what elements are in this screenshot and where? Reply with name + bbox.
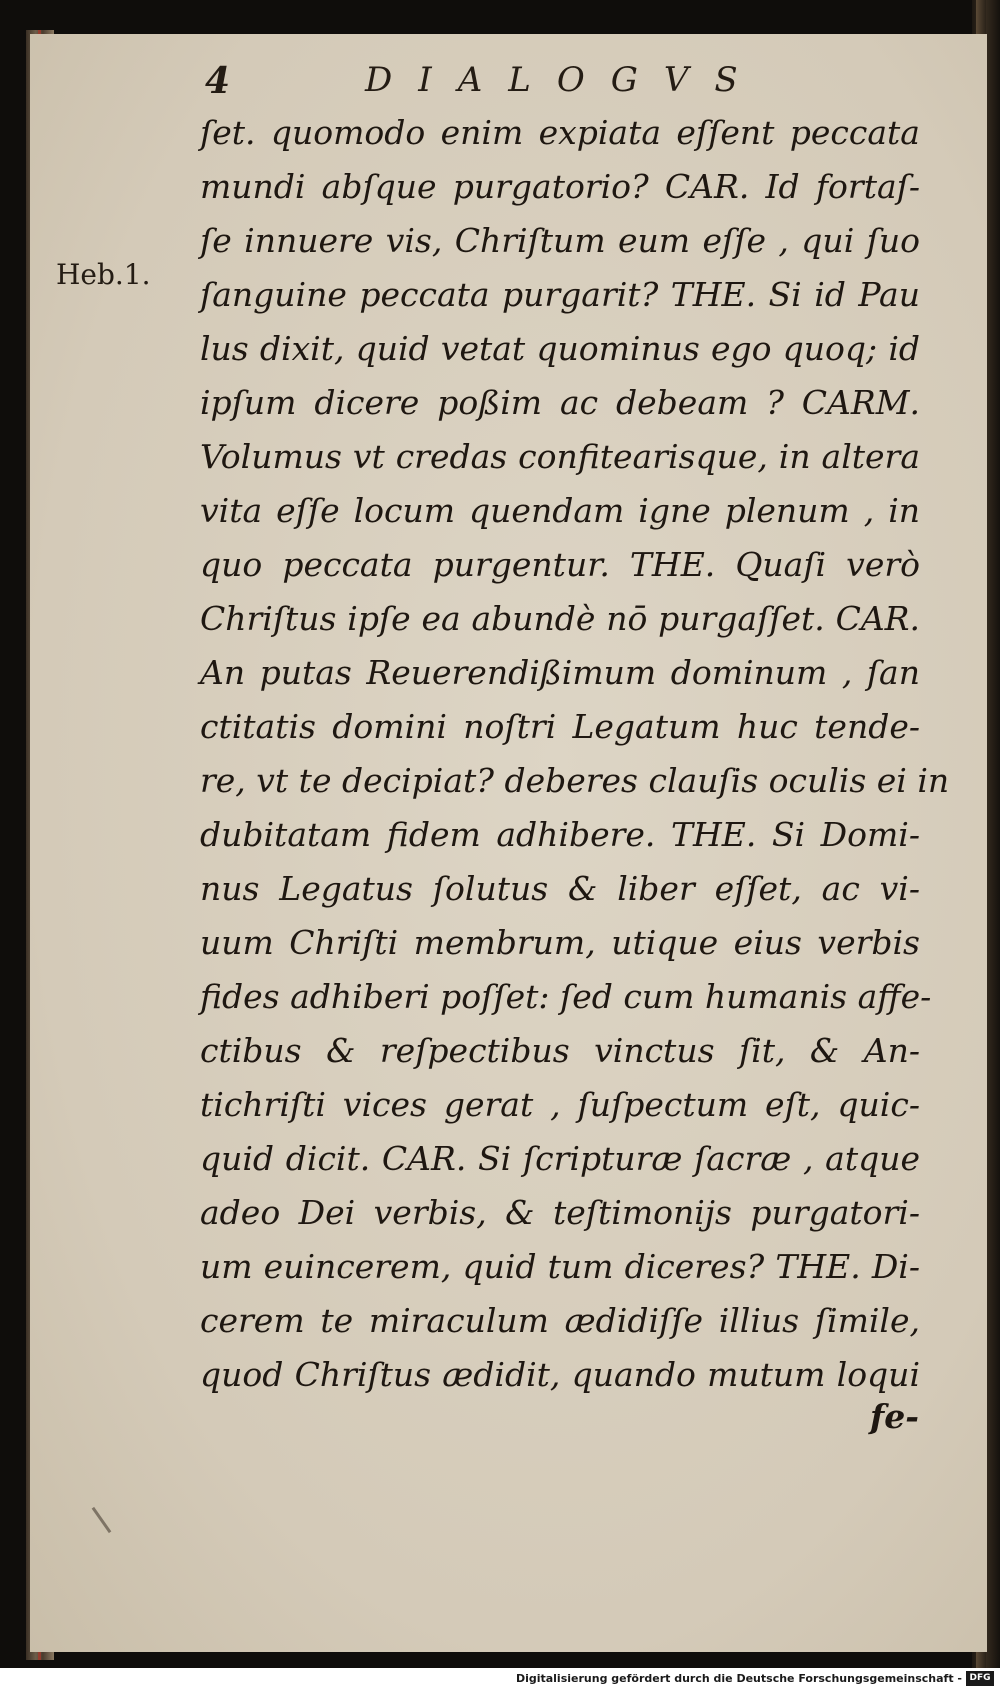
text-line: An putas Reuerendißimum dominum , ſan — [200, 653, 920, 692]
text-line: ctitatis domini noſtri Legatum huc tende- — [200, 707, 920, 746]
body-text — [200, 106, 950, 1402]
text-line: quid dicit. CAR. Si ſcripturæ ſacræ , atque — [200, 1139, 920, 1178]
catchword: fe- — [870, 1397, 919, 1436]
dfg-logo: DFG — [966, 1671, 994, 1686]
text-line: quo peccata purgentur. THE. Quaſi verò — [200, 545, 920, 584]
text-line: tichriſti vices gerat , ſuſpectum eſt, quic- — [200, 1085, 920, 1124]
text-line: nus Legatus ſolutus & liber eſſet, ac vi- — [200, 869, 920, 908]
text-line: cerem te miraculum ædidiſſe illius ſimile, — [200, 1301, 920, 1340]
margin-note: Heb.1. — [56, 258, 151, 291]
text-line: fides adhiberi poſſet: ſed cum humanis affe- — [200, 977, 932, 1016]
text-line: mundi abſque purgatorio? CAR. Id fortaſ- — [200, 167, 920, 206]
text-line: uum Chriſti membrum, utique eius verbis — [200, 923, 920, 962]
text-line: dubitatam fidem adhibere. THE. Si Domi- — [200, 815, 920, 854]
text-line: vita eſſe locum quendam igne plenum , in — [200, 491, 920, 530]
text-line: adeo Dei verbis, & teſtimonijs purgatori- — [200, 1193, 920, 1232]
text-line: lus dixit, quid vetat quominus ego quoq; id — [200, 329, 920, 368]
text-line: ctibus & reſpectibus vinctus ſit, & An- — [200, 1031, 920, 1070]
text-line: ſe innuere vis, Chriſtum eum eſſe , qui ſuo — [200, 221, 920, 260]
text-line: re, vt te decipiat? deberes clauſis oculis ei in — [200, 761, 950, 800]
text-line: Volumus vt credas confitearisque, in altera — [200, 437, 920, 476]
text-line: Chriſtus ipſe ea abundè nō purgaſſet. CAR. — [200, 599, 920, 638]
text-line: ſanguine peccata purgarit? THE. Si id Pau — [200, 275, 920, 314]
footer-credit: Digitalisierung gefördert durch die Deutsche Forschungsgemeinschaft - — [515, 1672, 962, 1685]
digitization-footer — [0, 1668, 1000, 1690]
page-header — [205, 60, 925, 100]
page-number: 4 — [205, 60, 231, 102]
running-head: DIALOGVS — [365, 60, 764, 100]
text-line: ipſum dicere poßim ac debeam ? CARM. — [200, 383, 920, 422]
text-line: quod Chriſtus ædidit, quando mutum loqui — [200, 1355, 920, 1394]
text-line: ſet. quomodo enim expiata eſſent peccata — [200, 113, 920, 152]
text-line: um euincerem, quid tum diceres? THE. Di- — [200, 1247, 920, 1286]
